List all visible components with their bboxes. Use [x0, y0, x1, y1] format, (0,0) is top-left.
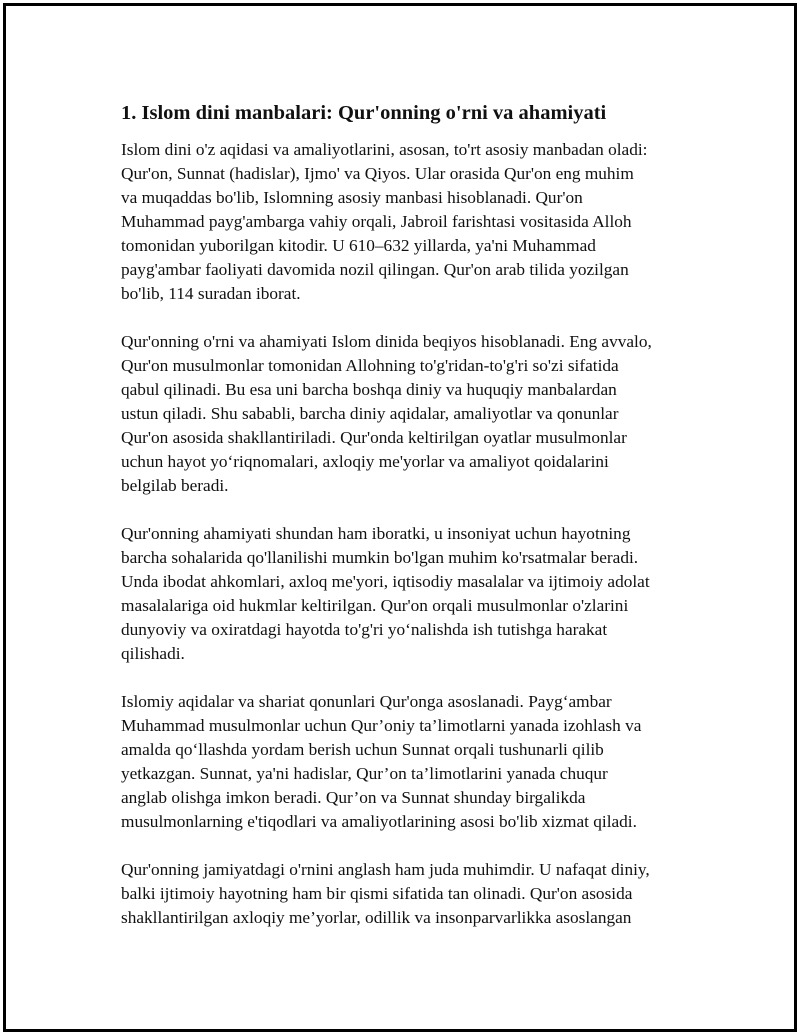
paragraph-1: [121, 138, 693, 306]
text-line: payg'ambar faoliyati davomida nozil qilingan. Qur'on arab tilida yozilgan: [121, 260, 629, 279]
section-title: 1. Islom dini manbalari: Qur'onning o'rni va ahamiyati: [121, 102, 607, 124]
text-line: barcha sohalarida qo'llanilishi mumkin bo'lgan muhim ko'rsatmalar beradi.: [121, 548, 639, 567]
text-line: shakllantirilgan axloqiy me’yorlar, odillik va insonparvarlikka asoslangan: [121, 908, 632, 927]
text-line: masalalariga oid hukmlar keltirilgan. Qur'on orqali musulmonlar o'zlarini: [121, 596, 629, 615]
text-line: yetkazgan. Sunnat, ya'ni hadislar, Qur’on ta’limotlarini yanada chuqur: [121, 764, 608, 783]
document-body: [121, 98, 693, 954]
paragraph-5: [121, 858, 693, 930]
text-line: amalda qo‘llashda yordam berish uchun Sunnat orqali tushunarli qilib: [121, 740, 604, 759]
text-line: ustun qiladi. Shu sababli, barcha diniy aqidalar, amaliyotlar va qonunlar: [121, 404, 619, 423]
paragraph-2: [121, 330, 693, 498]
text-line: balki ijtimoiy hayotning ham bir qismi sifatida tan olinadi. Qur'on asosida: [121, 884, 633, 903]
paragraph-4: [121, 690, 693, 834]
text-line: bo'lib, 114 suradan iborat.: [121, 284, 301, 303]
text-line: Qur'on musulmonlar tomonidan Allohning to'g'ridan-to'g'ri so'zi sifatida: [121, 356, 619, 375]
paragraph-3: [121, 522, 693, 666]
text-line: tomonidan yuborilgan kitodir. U 610–632 yillarda, ya'ni Muhammad: [121, 236, 596, 255]
text-line: Islom dini o'z aqidasi va amaliyotlarini, asosan, to'rt asosiy manbadan oladi:: [121, 140, 648, 159]
text-line: Muhammad musulmonlar uchun Qur’oniy ta’limotlarni yanada izohlash va: [121, 716, 642, 735]
text-line: Muhammad payg'ambarga vahiy orqali, Jabroil farishtasi vositasida Alloh: [121, 212, 632, 231]
text-line: belgilab beradi.: [121, 476, 229, 495]
text-line: musulmonlarning e'tiqodlari va amaliyotlarining asosi bo'lib xizmat qiladi.: [121, 812, 637, 831]
text-line: Islomiy aqidalar va shariat qonunlari Qur'onga asoslanadi. Payg‘ambar: [121, 692, 612, 711]
text-line: dunyoviy va oxiratdagi hayotda to'g'ri yo‘nalishda ish tutishga harakat: [121, 620, 608, 639]
text-line: qabul qilinadi. Bu esa uni barcha boshqa diniy va huquqiy manbalardan: [121, 380, 617, 399]
text-line: qilishadi.: [121, 644, 185, 663]
text-line: Qur'on, Sunnat (hadislar), Ijmo' va Qiyos. Ular orasida Qur'on eng muhim: [121, 164, 634, 183]
text-line: Qur'onning jamiyatdagi o'rnini anglash ham juda muhimdir. U nafaqat diniy,: [121, 860, 650, 879]
text-line: Unda ibodat ahkomlari, axloq me'yori, iqtisodiy masalalar va ijtimoiy adolat: [121, 572, 650, 591]
text-line: Qur'onning o'rni va ahamiyati Islom dinida beqiyos hisoblanadi. Eng avvalo,: [121, 332, 652, 351]
text-line: Qur'onning ahamiyati shundan ham iboratki, u insoniyat uchun hayotning: [121, 524, 631, 543]
text-line: Qur'on asosida shakllantiriladi. Qur'onda keltirilgan oyatlar musulmonlar: [121, 428, 627, 447]
text-line: uchun hayot yo‘riqnomalari, axloqiy me'yorlar va amaliyot qoidalarini: [121, 452, 609, 471]
text-line: anglab olishga imkon beradi. Qur’on va Sunnat shunday birgalikda: [121, 788, 586, 807]
document-page: [3, 3, 797, 1032]
text-line: va muqaddas bo'lib, Islomning asosiy manbasi hisoblanadi. Qur'on: [121, 188, 583, 207]
